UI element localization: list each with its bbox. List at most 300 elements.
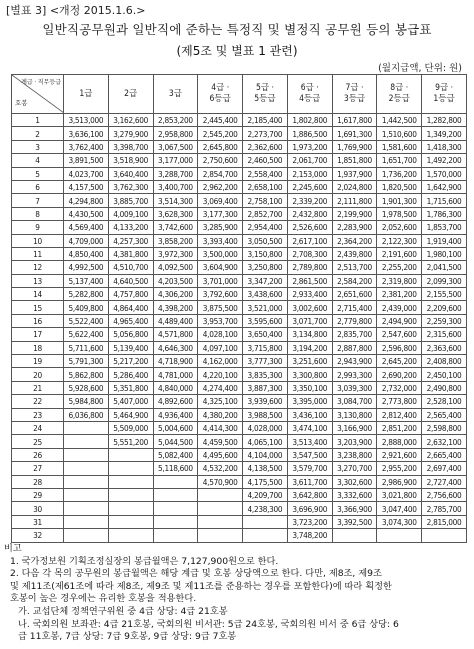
- salary-cell: 2,191,600: [377, 247, 422, 260]
- salary-cell: 3,953,700: [198, 314, 243, 327]
- salary-cell: 5,622,400: [64, 328, 109, 341]
- salary-cell: 2,273,700: [243, 127, 288, 140]
- salary-cell: 2,750,600: [198, 154, 243, 167]
- salary-cell: 3,302,600: [332, 475, 377, 488]
- note-line: 2. 다음 각 목의 공무원의 봉급월액은 해당 계급 및 호봉 상당액으로 한다. 다만, 제8조, 제9조: [10, 568, 382, 580]
- salary-cell: 4,162,000: [198, 355, 243, 368]
- salary-cell: 5,928,600: [64, 381, 109, 394]
- salary-cell: 2,617,100: [287, 234, 332, 247]
- salary-cell: 3,701,000: [198, 274, 243, 287]
- salary-cell: 2,993,300: [332, 368, 377, 381]
- table-row: [12, 529, 467, 542]
- note-line: 급 11호봉, 7급 상당: 7급 9호봉, 9급 상당: 9급 7호봉: [18, 631, 237, 643]
- appendix-header: [별표 3] <개정 2015.1.6.>: [6, 4, 146, 17]
- note-line: 호봉이 높은 경우에는 유리한 호봉을 적용한다.: [10, 593, 197, 605]
- step-cell: 23: [12, 408, 64, 421]
- table-row: [12, 114, 467, 127]
- step-cell: 30: [12, 502, 64, 515]
- salary-cell: 4,646,300: [153, 341, 198, 354]
- salary-cell: 2,445,400: [198, 114, 243, 127]
- step-cell: 22: [12, 395, 64, 408]
- table-row: [12, 502, 467, 515]
- salary-cell: 3,742,600: [153, 221, 198, 234]
- salary-cell: 5,137,400: [64, 274, 109, 287]
- salary-cell: 3,875,500: [198, 301, 243, 314]
- salary-cell: 4,104,000: [243, 448, 288, 461]
- salary-cell: 2,812,400: [377, 408, 422, 421]
- salary-cell: 3,604,900: [198, 261, 243, 274]
- salary-cell: 2,853,200: [153, 114, 198, 127]
- salary-cell: 4,864,400: [108, 301, 153, 314]
- salary-cell: 4,325,100: [198, 395, 243, 408]
- grade-header-cell: 7급 · 3등급: [332, 75, 377, 114]
- salary-cell: 5,509,000: [108, 421, 153, 434]
- salary-cell: 4,220,100: [198, 368, 243, 381]
- salary-cell: [108, 448, 153, 461]
- step-cell: 13: [12, 274, 64, 287]
- salary-cell: 5,409,800: [64, 301, 109, 314]
- salary-cell: 3,513,400: [287, 435, 332, 448]
- step-cell: 29: [12, 488, 64, 501]
- salary-cell: 3,611,700: [287, 475, 332, 488]
- salary-cell: 3,547,500: [287, 448, 332, 461]
- salary-cell: 2,854,700: [198, 167, 243, 180]
- step-cell: 8: [12, 207, 64, 220]
- salary-cell: 1,980,100: [422, 247, 467, 260]
- salary-cell: 3,067,500: [153, 140, 198, 153]
- salary-cell: [243, 515, 288, 528]
- salary-cell: 2,779,800: [332, 314, 377, 327]
- salary-cell: 3,130,800: [332, 408, 377, 421]
- table-header-row: [12, 75, 467, 114]
- table-body: [12, 114, 467, 543]
- grade-header-cell: 3급: [153, 75, 198, 114]
- step-cell: 18: [12, 341, 64, 354]
- table-row: [12, 448, 467, 461]
- table-row: [12, 140, 467, 153]
- salary-cell: [64, 515, 109, 528]
- salary-cell: 2,122,300: [377, 234, 422, 247]
- salary-cell: 2,528,100: [422, 395, 467, 408]
- salary-cell: 3,579,700: [287, 462, 332, 475]
- salary-cell: 3,166,900: [332, 421, 377, 434]
- salary-cell: [108, 488, 153, 501]
- salary-cell: 3,518,900: [108, 154, 153, 167]
- salary-cell: 3,762,400: [64, 140, 109, 153]
- salary-cell: 2,727,400: [422, 475, 467, 488]
- salary-cell: 3,050,500: [243, 234, 288, 247]
- salary-cell: 2,209,600: [422, 301, 467, 314]
- salary-cell: 4,892,600: [153, 395, 198, 408]
- salary-cell: 2,861,500: [287, 274, 332, 287]
- salary-cell: 2,697,400: [422, 462, 467, 475]
- salary-cell: 2,955,200: [377, 462, 422, 475]
- salary-cell: 3,279,900: [108, 127, 153, 140]
- salary-cell: 5,464,900: [108, 408, 153, 421]
- salary-cell: [153, 488, 198, 501]
- salary-cell: 2,789,800: [287, 261, 332, 274]
- salary-cell: 2,155,500: [422, 288, 467, 301]
- salary-cell: 4,569,400: [64, 221, 109, 234]
- salary-cell: 2,052,600: [377, 221, 422, 234]
- salary-cell: 5,984,800: [64, 395, 109, 408]
- salary-cell: 2,933,400: [287, 288, 332, 301]
- salary-cell: 2,665,400: [422, 448, 467, 461]
- salary-cell: 3,177,000: [153, 154, 198, 167]
- salary-cell: 2,645,200: [377, 355, 422, 368]
- salary-cell: 5,522,400: [64, 314, 109, 327]
- table-row: [12, 368, 467, 381]
- salary-cell: 2,245,600: [287, 180, 332, 193]
- salary-cell: 3,288,700: [153, 167, 198, 180]
- step-cell: 26: [12, 448, 64, 461]
- salary-cell: [198, 529, 243, 542]
- salary-cell: 1,886,500: [287, 127, 332, 140]
- salary-cell: 2,558,400: [243, 167, 288, 180]
- table-row: [12, 488, 467, 501]
- salary-cell: [198, 515, 243, 528]
- salary-cell: [332, 529, 377, 542]
- salary-cell: 3,194,200: [287, 341, 332, 354]
- table-row: [12, 314, 467, 327]
- salary-cell: 4,175,500: [243, 475, 288, 488]
- salary-cell: 2,513,700: [332, 261, 377, 274]
- step-cell: 5: [12, 167, 64, 180]
- salary-cell: 3,835,300: [243, 368, 288, 381]
- salary-cell: 1,736,200: [377, 167, 422, 180]
- unit-note: (월지급액, 단위: 원): [378, 63, 462, 74]
- step-cell: 20: [12, 368, 64, 381]
- salary-cell: 2,887,800: [332, 341, 377, 354]
- step-cell: 16: [12, 314, 64, 327]
- table-row: [12, 274, 467, 287]
- salary-cell: 2,185,400: [243, 114, 288, 127]
- salary-cell: 3,514,300: [153, 194, 198, 207]
- salary-cell: [64, 488, 109, 501]
- step-cell: 27: [12, 462, 64, 475]
- salary-cell: 3,074,300: [377, 515, 422, 528]
- step-cell: 19: [12, 355, 64, 368]
- salary-cell: 2,364,200: [332, 234, 377, 247]
- salary-cell: 2,061,700: [287, 154, 332, 167]
- salary-cell: 2,460,500: [243, 154, 288, 167]
- table-row: [12, 127, 467, 140]
- salary-cell: 1,901,300: [377, 194, 422, 207]
- grade-header-cell: 2급: [108, 75, 153, 114]
- table-row: [12, 341, 467, 354]
- salary-cell: 2,954,400: [243, 221, 288, 234]
- step-cell: 6: [12, 180, 64, 193]
- salary-cell: 3,393,400: [198, 234, 243, 247]
- salary-cell: 1,937,900: [332, 167, 377, 180]
- salary-cell: 2,255,200: [377, 261, 422, 274]
- table-row: [12, 221, 467, 234]
- salary-cell: 2,852,700: [243, 207, 288, 220]
- salary-cell: 4,274,400: [198, 381, 243, 394]
- salary-cell: 1,919,400: [422, 234, 467, 247]
- table-row: [12, 421, 467, 434]
- salary-cell: 1,570,000: [422, 167, 467, 180]
- grade-header-cell: 8급 · 2등급: [377, 75, 422, 114]
- salary-cell: 3,500,000: [198, 247, 243, 260]
- salary-cell: 2,199,900: [332, 207, 377, 220]
- salary-cell: 3,628,300: [153, 207, 198, 220]
- salary-cell: 3,047,400: [377, 502, 422, 515]
- corner-step-label: 호봉: [15, 99, 28, 107]
- salary-cell: 1,651,700: [377, 154, 422, 167]
- step-cell: 2: [12, 127, 64, 140]
- salary-cell: 4,097,100: [198, 341, 243, 354]
- grade-header-cell: 5급 · 5등급: [243, 75, 288, 114]
- salary-cell: 1,617,800: [332, 114, 377, 127]
- salary-cell: [153, 515, 198, 528]
- salary-cell: 5,004,600: [153, 421, 198, 434]
- table-row: [12, 301, 467, 314]
- salary-cell: [64, 462, 109, 475]
- salary-cell: 1,820,500: [377, 180, 422, 193]
- salary-cell: 2,547,600: [377, 328, 422, 341]
- salary-cell: 2,596,800: [377, 341, 422, 354]
- salary-cell: 3,474,100: [287, 421, 332, 434]
- salary-cell: 3,513,000: [64, 114, 109, 127]
- salary-cell: 1,510,600: [377, 127, 422, 140]
- salary-cell: 1,349,200: [422, 127, 467, 140]
- step-cell: 15: [12, 301, 64, 314]
- salary-cell: 4,203,500: [153, 274, 198, 287]
- salary-cell: 3,350,100: [287, 381, 332, 394]
- salary-cell: 4,570,900: [198, 475, 243, 488]
- salary-cell: 2,363,600: [422, 341, 467, 354]
- salary-cell: 3,891,500: [64, 154, 109, 167]
- salary-cell: 4,414,300: [198, 421, 243, 434]
- salary-cell: 2,111,800: [332, 194, 377, 207]
- salary-cell: [108, 515, 153, 528]
- table-row: [12, 288, 467, 301]
- salary-cell: 3,640,400: [108, 167, 153, 180]
- salary-cell: 1,442,500: [377, 114, 422, 127]
- table-row: [12, 328, 467, 341]
- salary-cell: 3,366,900: [332, 502, 377, 515]
- salary-cell: 2,450,100: [422, 368, 467, 381]
- salary-cell: 2,645,800: [198, 140, 243, 153]
- salary-cell: 2,315,600: [422, 328, 467, 341]
- salary-cell: 3,885,700: [108, 194, 153, 207]
- salary-cell: [153, 502, 198, 515]
- table-row: [12, 408, 467, 421]
- step-cell: 3: [12, 140, 64, 153]
- salary-cell: 2,958,800: [153, 127, 198, 140]
- salary-cell: 3,715,800: [243, 341, 288, 354]
- salary-cell: 2,815,000: [422, 515, 467, 528]
- salary-cell: [377, 529, 422, 542]
- salary-cell: 3,238,800: [332, 448, 377, 461]
- salary-cell: 4,571,800: [153, 328, 198, 341]
- salary-cell: 3,134,800: [287, 328, 332, 341]
- table-row: [12, 180, 467, 193]
- salary-cell: 4,840,000: [153, 381, 198, 394]
- salary-cell: 2,651,600: [332, 288, 377, 301]
- salary-cell: 5,118,600: [153, 462, 198, 475]
- salary-cell: 3,723,200: [287, 515, 332, 528]
- salary-cell: 3,792,600: [198, 288, 243, 301]
- salary-cell: [64, 475, 109, 488]
- salary-cell: 1,769,900: [332, 140, 377, 153]
- salary-cell: 3,203,900: [332, 435, 377, 448]
- salary-cell: 2,732,000: [377, 381, 422, 394]
- table-row: [12, 395, 467, 408]
- salary-cell: 3,347,200: [243, 274, 288, 287]
- salary-cell: 4,028,000: [243, 421, 288, 434]
- salary-cell: 2,888,000: [377, 435, 422, 448]
- salary-cell: 1,851,800: [332, 154, 377, 167]
- salary-cell: 2,259,300: [422, 314, 467, 327]
- salary-cell: 2,526,600: [287, 221, 332, 234]
- salary-cell: 5,139,400: [108, 341, 153, 354]
- step-cell: 11: [12, 247, 64, 260]
- salary-cell: [108, 502, 153, 515]
- corner-grade-label: 계급 · 직무등급: [21, 79, 61, 86]
- table-row: [12, 435, 467, 448]
- salary-cell: 2,545,200: [198, 127, 243, 140]
- step-cell: 7: [12, 194, 64, 207]
- salary-cell: [243, 529, 288, 542]
- note-line: 가. 교섭단체 정책연구위원 중 4급 상당: 4급 21호봉: [18, 605, 228, 617]
- salary-cell: 3,071,700: [287, 314, 332, 327]
- grade-header-cell: 9급 · 1등급: [422, 75, 467, 114]
- salary-cell: 4,965,400: [108, 314, 153, 327]
- salary-cell: 5,056,800: [108, 328, 153, 341]
- salary-cell: 4,430,500: [64, 207, 109, 220]
- salary-cell: 2,490,800: [422, 381, 467, 394]
- salary-cell: 2,921,600: [377, 448, 422, 461]
- salary-cell: 4,023,700: [64, 167, 109, 180]
- salary-cell: 1,802,800: [287, 114, 332, 127]
- salary-cell: 1,642,900: [422, 180, 467, 193]
- salary-cell: 2,041,500: [422, 261, 467, 274]
- salary-cell: 5,551,200: [108, 435, 153, 448]
- salary-cell: 5,862,800: [64, 368, 109, 381]
- page-title: 일반직공무원과 일반직에 준하는 특정직 및 별정직 공무원 등의 봉급표: [42, 22, 432, 37]
- salary-cell: 1,715,600: [422, 194, 467, 207]
- salary-cell: 3,398,700: [108, 140, 153, 153]
- step-cell: 25: [12, 435, 64, 448]
- salary-cell: 3,395,000: [287, 395, 332, 408]
- salary-cell: 4,009,100: [108, 207, 153, 220]
- salary-cell: 5,351,800: [108, 381, 153, 394]
- salary-cell: [64, 502, 109, 515]
- salary-cell: 5,082,400: [153, 448, 198, 461]
- salary-cell: 2,851,200: [377, 421, 422, 434]
- table-row: [12, 261, 467, 274]
- salary-cell: 3,039,300: [332, 381, 377, 394]
- step-cell: 28: [12, 475, 64, 488]
- salary-cell: 3,438,600: [243, 288, 288, 301]
- salary-cell: 2,494,900: [377, 314, 422, 327]
- salary-cell: [198, 488, 243, 501]
- salary-cell: 4,381,800: [108, 247, 153, 260]
- salary-cell: [64, 448, 109, 461]
- salary-cell: 2,986,900: [377, 475, 422, 488]
- salary-cell: 4,028,100: [198, 328, 243, 341]
- step-cell: 1: [12, 114, 64, 127]
- salary-cell: 3,939,600: [243, 395, 288, 408]
- salary-cell: 3,150,800: [243, 247, 288, 260]
- salary-cell: 3,177,300: [198, 207, 243, 220]
- grade-header-cell: 4급 · 6등급: [198, 75, 243, 114]
- corner-header-cell: [12, 75, 64, 114]
- salary-cell: 2,708,300: [287, 247, 332, 260]
- salary-cell: 2,773,800: [377, 395, 422, 408]
- table-row: [12, 167, 467, 180]
- salary-cell: 2,756,600: [422, 488, 467, 501]
- salary-cell: 1,786,300: [422, 207, 467, 220]
- salary-cell: 2,439,800: [332, 247, 377, 260]
- salary-cell: 3,650,400: [243, 328, 288, 341]
- salary-cell: 1,282,800: [422, 114, 467, 127]
- salary-cell: 4,532,200: [198, 462, 243, 475]
- salary-cell: 4,398,200: [153, 301, 198, 314]
- salary-cell: [198, 502, 243, 515]
- salary-cell: 4,294,800: [64, 194, 109, 207]
- salary-cell: 3,887,300: [243, 381, 288, 394]
- salary-cell: 3,762,300: [108, 180, 153, 193]
- salary-cell: [153, 475, 198, 488]
- salary-cell: 2,943,900: [332, 355, 377, 368]
- salary-cell: 2,632,100: [422, 435, 467, 448]
- step-cell: 24: [12, 421, 64, 434]
- salary-cell: 3,636,100: [64, 127, 109, 140]
- salary-table-container: [11, 74, 467, 543]
- salary-cell: 4,238,300: [243, 502, 288, 515]
- note-line: 나. 국회의원 보좌관: 4급 21호봉, 국회의원 비서관: 5급 24호봉, 국회의원 비서 중 6급 상당: 6: [18, 618, 399, 630]
- salary-cell: 4,992,500: [64, 261, 109, 274]
- table-row: [12, 515, 467, 528]
- salary-cell: 3,642,800: [287, 488, 332, 501]
- grade-header-cell: 1급: [64, 75, 109, 114]
- step-cell: 9: [12, 221, 64, 234]
- note-line: 1. 국가정보원 기획조정실장의 봉급월액은 7,127,900원으로 한다.: [10, 555, 279, 567]
- salary-cell: 2,690,200: [377, 368, 422, 381]
- salary-cell: 2,565,400: [422, 408, 467, 421]
- salary-cell: 4,133,200: [108, 221, 153, 234]
- salary-cell: 3,332,600: [332, 488, 377, 501]
- table-row: [12, 154, 467, 167]
- step-cell: 4: [12, 154, 64, 167]
- salary-cell: 2,099,300: [422, 274, 467, 287]
- table-row: [12, 462, 467, 475]
- salary-cell: 3,251,600: [287, 355, 332, 368]
- salary-cell: 4,781,000: [153, 368, 198, 381]
- salary-cell: 4,640,500: [108, 274, 153, 287]
- salary-cell: 5,217,200: [108, 355, 153, 368]
- step-cell: 32: [12, 529, 64, 542]
- salary-cell: 3,084,700: [332, 395, 377, 408]
- note-line: 및 제11조(제61조에 따라 제8조, 제9조 및 제11조를 준용하는 경우를 포함한다)에 따라 획정한: [10, 580, 392, 592]
- salary-cell: 3,002,600: [287, 301, 332, 314]
- salary-cell: 4,495,600: [198, 448, 243, 461]
- salary-cell: 5,044,500: [153, 435, 198, 448]
- salary-cell: 4,459,500: [198, 435, 243, 448]
- salary-cell: 4,757,800: [108, 288, 153, 301]
- salary-cell: [64, 435, 109, 448]
- salary-cell: 2,283,900: [332, 221, 377, 234]
- salary-cell: 2,785,700: [422, 502, 467, 515]
- step-cell: 21: [12, 381, 64, 394]
- step-cell: 12: [12, 261, 64, 274]
- salary-cell: 3,300,800: [287, 368, 332, 381]
- salary-cell: 3,777,300: [243, 355, 288, 368]
- salary-cell: 3,595,600: [243, 314, 288, 327]
